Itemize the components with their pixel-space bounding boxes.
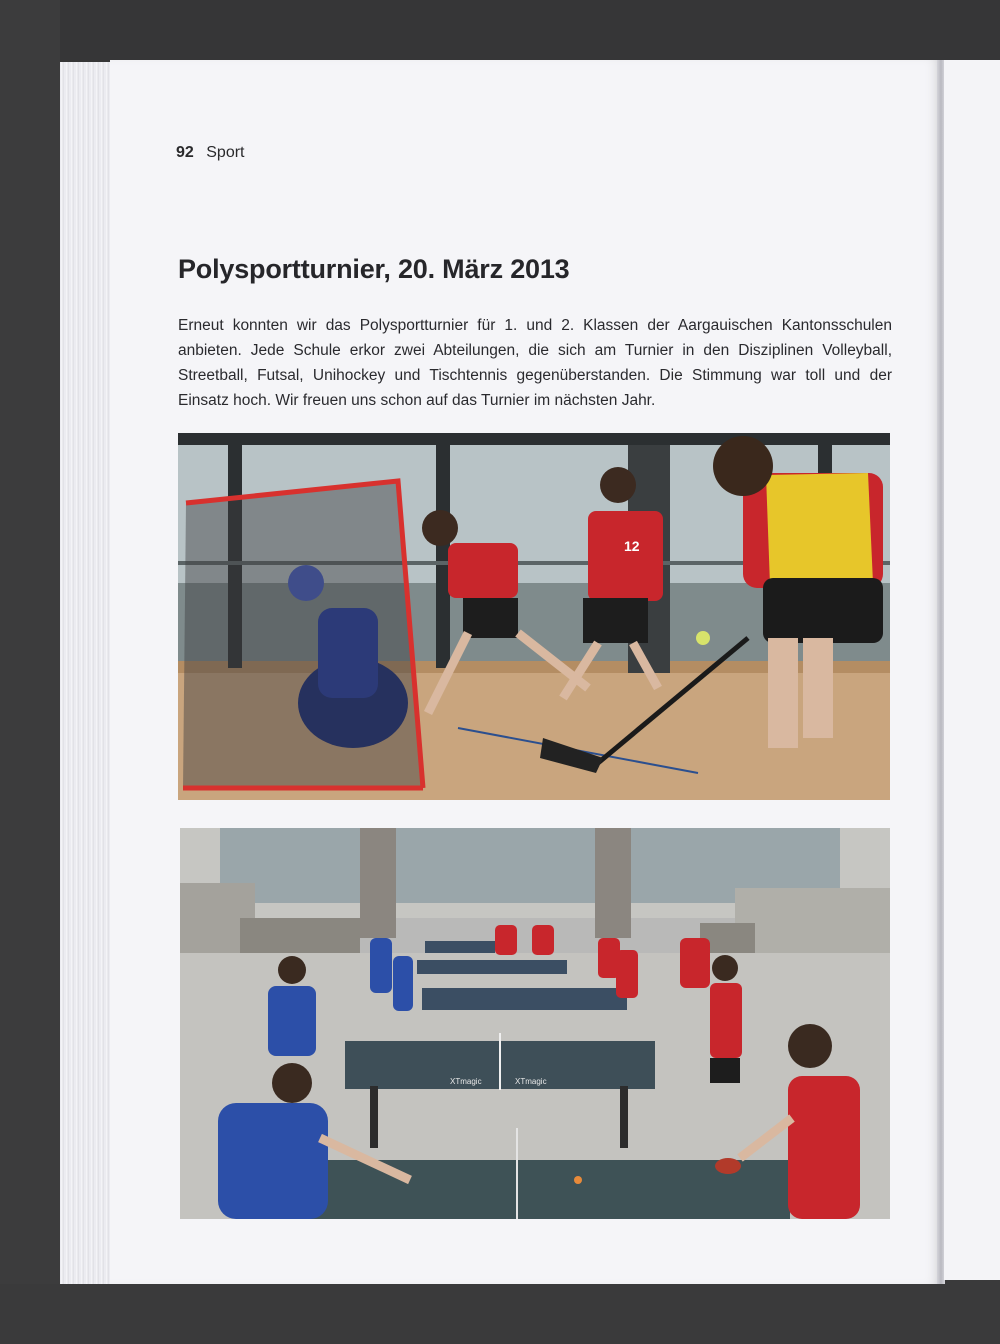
section-label: Sport	[206, 144, 245, 161]
facing-page-edge	[944, 60, 1000, 1280]
page-header	[176, 144, 245, 162]
scan-background-left	[0, 0, 60, 1344]
table-brand-left: XTmagic	[450, 1077, 482, 1086]
table-tennis-photo	[180, 828, 890, 1219]
scan-background-bottom	[0, 1284, 1000, 1344]
article-body: Erneut konnten wir das Polysportturnier für 1. und 2. Klassen der Aargauischen Kantonsschulen anbieten. Jede Schule erkor zwei Abteilungen, die sich am Turnier in den Disziplinen Volleyball, Streetball, Futsal, Unihockey und Tischtennis gegenüberstanden. Die Stimmung war toll und der Einsatz hoch. Wir freuen uns schon auf das Turnier im nächsten Jahr.	[178, 317, 892, 409]
page-number: 92	[176, 144, 194, 161]
scan-background-top	[0, 0, 1000, 62]
table-brand-right: XTmagic	[515, 1077, 547, 1086]
jersey-number: 12	[624, 538, 640, 554]
article-title: Polysportturnier, 20. März 2013	[178, 254, 570, 284]
floorball-photo	[178, 433, 890, 800]
